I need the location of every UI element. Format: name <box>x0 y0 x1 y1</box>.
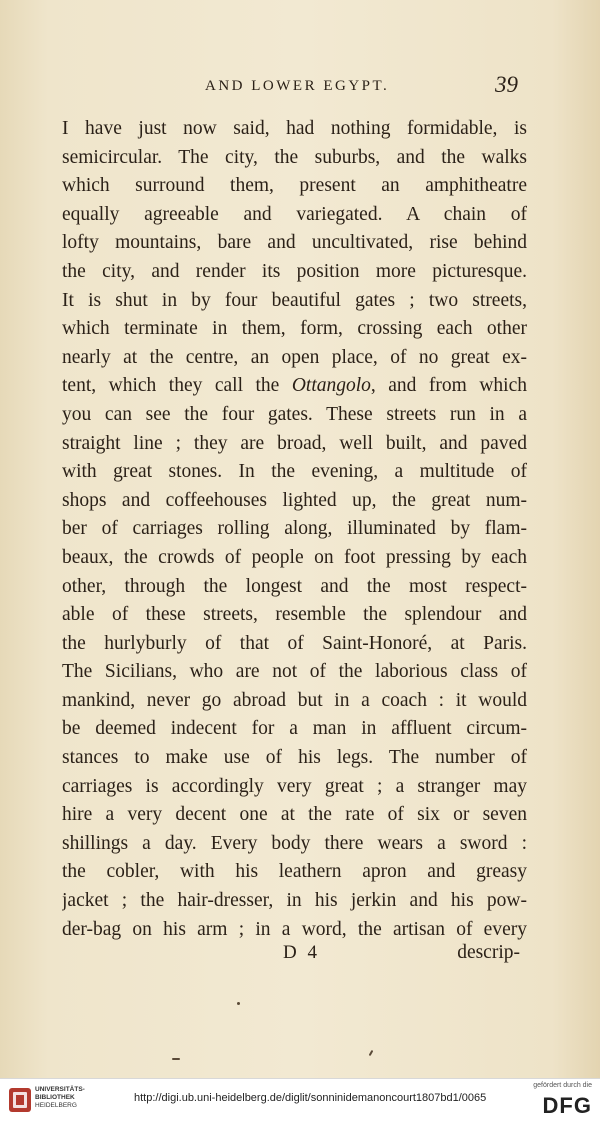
funded-by-label: gefördert durch die <box>533 1082 592 1089</box>
text-line: The Sicilians, who are not of the laborious class of <box>62 661 527 683</box>
text-line-ottangolo <box>62 372 527 401</box>
text-line: der-bag on his arm ; in a word, the artisan of every <box>62 918 527 940</box>
text-line: mankind, never go abroad but in a coach : it would <box>62 689 527 711</box>
text-line: beaux, the crowds of people on foot pressing by each <box>62 546 527 568</box>
text-line: the city, and render its position more picturesque. <box>62 260 527 282</box>
library-footer-bar <box>0 1078 600 1121</box>
text-line: equally agreeable and variegated. A chain of <box>62 203 527 225</box>
text-line: jacket ; the hair-dresser, in his jerkin and his pow- <box>62 890 527 912</box>
italic-term: Ottangolo <box>291 375 371 397</box>
library-name-line: HEIDELBERG <box>35 1102 77 1109</box>
running-head: AND LOWER EGYPT. <box>205 78 390 94</box>
text-line: which surround them, present an amphitheatre <box>62 175 527 197</box>
paper-speck <box>369 1050 374 1056</box>
text-fragment: , and from which <box>370 375 527 397</box>
library-name-line: UNIVERSITÄTS- <box>35 1086 85 1093</box>
text-line: hire a very decent one at the rate of six or seven <box>62 804 527 826</box>
text-line: able of these streets, resemble the splendour and <box>62 604 527 626</box>
library-name-line: BIBLIOTHEK <box>35 1094 75 1101</box>
paper-speck <box>172 1058 180 1060</box>
signature-mark: D 4 <box>283 942 320 963</box>
text-line: be deemed indecent for a man in affluent circum- <box>62 718 527 740</box>
text-line: with great stones. In the evening, a multitude of <box>62 461 527 483</box>
text-line: lofty mountains, bare and uncultivated, rise behind <box>62 232 527 254</box>
body-text <box>62 115 527 944</box>
text-line: semicircular. The city, the suburbs, and the walks <box>62 146 527 168</box>
text-line: shops and coffeehouses lighted up, the great num- <box>62 489 527 511</box>
source-url-link[interactable]: http://digi.ub.uni-heidelberg.de/diglit/sonninidemanoncourt1807bd1/0065 <box>134 1092 487 1104</box>
text-fragment: tent, which they call the <box>62 375 292 397</box>
text-line: ber of carriages rolling along, illuminated by flam- <box>62 518 527 540</box>
text-line: you can see the four gates. These streets run in a <box>62 403 527 425</box>
text-line: shillings a day. Every body there wears a sword : <box>62 832 527 854</box>
text-line: the hurlyburly of that of Saint-Honoré, at Paris. <box>62 632 527 654</box>
university-seal-icon <box>8 1087 32 1113</box>
text-line: I have just now said, had nothing formidable, is <box>62 118 527 139</box>
paper-speck <box>237 1002 240 1005</box>
page-header <box>100 72 520 102</box>
text-line: straight line ; they are broad, well built, and paved <box>62 432 527 454</box>
text-line: carriages is accordingly very great ; a stranger may <box>62 775 527 797</box>
text-line: nearly at the centre, an open place, of no great ex- <box>62 346 527 368</box>
text-line: which terminate in them, form, crossing each other <box>62 318 527 340</box>
dfg-logo: DFG <box>542 1093 592 1118</box>
text-line: other, through the longest and the most respect- <box>62 575 527 597</box>
text-line: the cobler, with his leathern apron and greasy <box>62 861 527 883</box>
page-number: 39 <box>495 72 518 97</box>
text-line: It is shut in by four beautiful gates ; two streets, <box>62 289 527 311</box>
catchword: descrip- <box>457 942 520 963</box>
text-line: stances to make use of his legs. The number of <box>62 747 527 769</box>
library-name <box>35 1086 85 1110</box>
